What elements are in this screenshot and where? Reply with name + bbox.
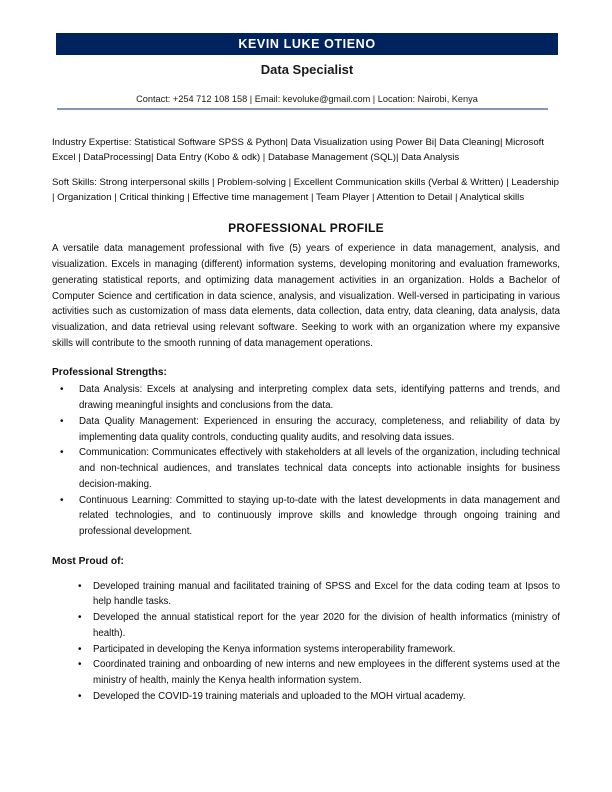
- list-item: [52, 642, 560, 658]
- list-item: [52, 414, 560, 445]
- contact-line: Contact: +254 712 108 158 | Email: kevoluke@gmail.com | Location: Nairobi, Kenya: [136, 94, 478, 104]
- bullet-icon: •: [60, 494, 64, 506]
- bullet-icon: •: [78, 659, 82, 671]
- list-item-text: Data Analysis: Excels at analysing and interpreting complex data sets, identifying patterns and trends, and drawing meaningful insights and conclusions from the data.: [79, 384, 560, 412]
- list-item-text: Coordinated training and onboarding of new interns and new employees in the different systems used at the ministry of health, mainly the Kenya health information system.: [93, 659, 560, 686]
- bullet-icon: •: [78, 612, 82, 624]
- bullet-icon: •: [60, 447, 64, 459]
- industry-expertise-block: [52, 136, 560, 166]
- job-title: Data Specialist: [260, 62, 354, 77]
- professional-profile-heading: PROFESSIONAL PROFILE: [228, 221, 384, 236]
- list-item: [52, 689, 560, 705]
- list-item-text: Developed training manual and facilitated training of SPSS and Excel for the data coding team at Ipsos to help handle tasks.: [93, 580, 560, 608]
- professional-profile-text: A versatile data management professional with five (5) years of experience in data management, analysis, and visualization. Excels in managing (different) information systems, developing monitoring and evaluation frameworks, generating statistical reports, and optimizing data management activities in an organization. Holds a Bachelor of Computer Science and certification in data science, analysis, and visualization. Well-versed in participating in various activities such as customization of mass data elements, data collection, data entry, data cleaning, data analysis, data visualization, and data retrieval using relevant software. Seeking to work with an organization where my expansive skills will contribute to the smooth running of data management operations.: [52, 243, 560, 349]
- candidate-name: KEVIN LUKE OTIENO: [238, 36, 376, 51]
- soft-skills-text: Soft Skills: Strong interpersonal skills | Problem-solving | Excellent Communication skills (Verbal & Written) | Leadership | Organization | Critical thinking | Effective time management | Team Player | Attention to Detail | Analytical skills: [52, 176, 559, 203]
- list-item-text: Developed the COVID-19 training materials and uploaded to the MOH virtual academy.: [93, 690, 466, 702]
- industry-expertise-text: Industry Expertise: Statistical Software SPSS & Python| Data Visualization using Power Bi| Data Cleaning| Microsoft Excel | DataProcessing| Data Entry (Kobo & odk) | Database Management (SQL)| Data Analysis: [52, 137, 545, 163]
- candidate-name-banner: [56, 33, 558, 55]
- list-item-text: Communication: Communicates effectively with stakeholders at all levels of the organization, including technical and non-technical audiences, and translates technical data concepts into actionable insights for business decision-making.: [79, 447, 560, 490]
- list-item: [52, 610, 560, 641]
- bullet-icon: •: [60, 415, 64, 427]
- soft-skills-block: [52, 176, 560, 206]
- bullet-icon: •: [78, 690, 82, 702]
- list-item: [52, 579, 560, 610]
- header-divider: [57, 108, 548, 110]
- list-item-text: Developed the annual statistical report for the year 2020 for the division of health informatics (ministry of health).: [93, 612, 560, 639]
- professional-strengths-heading: Professional Strengths:: [52, 367, 167, 379]
- professional-strengths-list: [52, 382, 560, 539]
- bullet-icon: •: [60, 384, 64, 396]
- most-proud-of-heading: Most Proud of:: [52, 555, 124, 567]
- list-item: [52, 493, 560, 540]
- list-item: [52, 382, 560, 413]
- resume-body: [52, 136, 560, 704]
- list-item-text: Continuous Learning: Committed to staying up-to-date with the latest developments in data management and related technologies, and to continuously improve skills and knowledge through ongoing training and professional development.: [79, 494, 560, 537]
- bullet-icon: •: [78, 643, 82, 655]
- bullet-icon: •: [78, 580, 82, 592]
- list-item-text: Data Quality Management: Experienced in ensuring the accuracy, completeness, and reliability of data by implementing data quality controls, conducting quality audits, and resolving data issues.: [79, 415, 560, 443]
- list-item-text: Participated in developing the Kenya information systems interoperability framework.: [93, 643, 456, 655]
- list-item: [52, 445, 560, 492]
- most-proud-of-list: [52, 579, 560, 705]
- list-item: [52, 657, 560, 688]
